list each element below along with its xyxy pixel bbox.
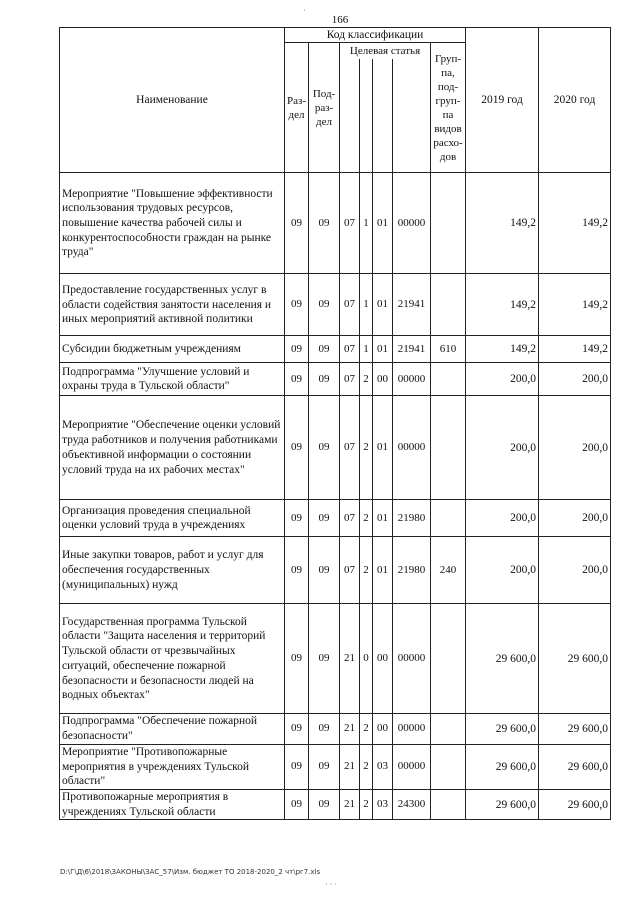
- row-amount-2019: 200,0: [466, 396, 539, 500]
- header-classification: Код классификации: [285, 28, 466, 43]
- row-direction-code: 00000: [393, 173, 431, 274]
- row-subsection: 09: [309, 714, 340, 744]
- table-row: [60, 396, 611, 500]
- row-program-code: 21: [340, 789, 360, 819]
- table-row: [60, 500, 611, 537]
- row-amount-2019: 29 600,0: [466, 744, 539, 789]
- row-name: Иные закупки товаров, работ и услуг для обеспечения государственных (муниципальных) нужд: [60, 537, 285, 604]
- row-section: 09: [285, 274, 309, 336]
- row-name: Субсидии бюджетным учреждениям: [60, 336, 285, 363]
- row-section: 09: [285, 604, 309, 714]
- row-name: Мероприятие "Противопожарные мероприятия в учреждениях Тульской области": [60, 744, 285, 789]
- row-amount-2019: 29 600,0: [466, 604, 539, 714]
- table-row: [60, 744, 611, 789]
- row-subprogram-code: 2: [360, 396, 373, 500]
- row-subprogram-code: 2: [360, 500, 373, 537]
- row-amount-2020: 29 600,0: [539, 604, 611, 714]
- row-direction-code: 00000: [393, 363, 431, 396]
- table-row: [60, 173, 611, 274]
- row-amount-2020: 29 600,0: [539, 744, 611, 789]
- row-expense-group: [431, 274, 466, 336]
- row-subsection: 09: [309, 500, 340, 537]
- row-subsection: 09: [309, 274, 340, 336]
- row-program-code: 21: [340, 744, 360, 789]
- row-section: 09: [285, 789, 309, 819]
- row-amount-2019: 149,2: [466, 274, 539, 336]
- row-section: 09: [285, 363, 309, 396]
- row-name: Предоставление государственных услуг в области содействия занятости населения и иных мероприятий активной политики: [60, 274, 285, 336]
- row-name: Организация проведения специальной оценки условий труда в учреждениях: [60, 500, 285, 537]
- row-name: Подпрограмма "Обеспечение пожарной безопасности": [60, 714, 285, 744]
- scan-mark: · · ·: [325, 880, 337, 889]
- row-name: Подпрограмма "Улучшение условий и охраны труда в Тульской области": [60, 363, 285, 396]
- row-program-code: 07: [340, 537, 360, 604]
- row-expense-group: 240: [431, 537, 466, 604]
- row-amount-2020: 149,2: [539, 336, 611, 363]
- row-amount-2020: 149,2: [539, 274, 611, 336]
- row-amount-2019: 29 600,0: [466, 714, 539, 744]
- row-expense-group: [431, 714, 466, 744]
- table-body: [60, 173, 611, 820]
- row-direction-code: 21980: [393, 537, 431, 604]
- header-year-2020: 2020 год: [539, 28, 611, 173]
- row-amount-2019: 200,0: [466, 363, 539, 396]
- row-amount-2020: 29 600,0: [539, 714, 611, 744]
- table-row: [60, 363, 611, 396]
- row-subsection: 09: [309, 789, 340, 819]
- row-amount-2019: 149,2: [466, 173, 539, 274]
- row-program-code: 07: [340, 173, 360, 274]
- row-expense-group: [431, 363, 466, 396]
- row-event-code: 01: [373, 173, 393, 274]
- row-event-code: 01: [373, 274, 393, 336]
- table-row: [60, 789, 611, 819]
- row-event-code: 00: [373, 363, 393, 396]
- header-subsection: Под- раз- дел: [309, 43, 340, 173]
- row-section: 09: [285, 744, 309, 789]
- row-subprogram-code: 2: [360, 714, 373, 744]
- row-program-code: 21: [340, 714, 360, 744]
- row-subsection: 09: [309, 396, 340, 500]
- row-direction-code: 21941: [393, 274, 431, 336]
- header-year-2019: 2019 год: [466, 28, 539, 173]
- row-subsection: 09: [309, 336, 340, 363]
- row-event-code: 01: [373, 336, 393, 363]
- row-name: Мероприятие "Обеспечение оценки условий труда работников и получения работниками объективной информации о состоянии условий труда на их рабочих местах": [60, 396, 285, 500]
- row-section: 09: [285, 537, 309, 604]
- row-expense-group: [431, 396, 466, 500]
- header-cs-blank-4: [393, 59, 431, 173]
- row-subprogram-code: 0: [360, 604, 373, 714]
- row-name: Государственная программа Тульской области "Защита населения и территорий Тульской области от чрезвычайных ситуаций, обеспечение пожарной безопасности и безопасности людей на водных объектах": [60, 604, 285, 714]
- row-program-code: 07: [340, 363, 360, 396]
- row-event-code: 00: [373, 714, 393, 744]
- row-event-code: 03: [373, 744, 393, 789]
- row-expense-group: 610: [431, 336, 466, 363]
- row-amount-2020: 200,0: [539, 363, 611, 396]
- row-subprogram-code: 2: [360, 744, 373, 789]
- row-direction-code: 00000: [393, 396, 431, 500]
- header-cs-blank-1: [340, 59, 360, 173]
- row-section: 09: [285, 500, 309, 537]
- row-name: Противопожарные мероприятия в учреждениях Тульской области: [60, 789, 285, 819]
- row-direction-code: 00000: [393, 604, 431, 714]
- row-program-code: 07: [340, 274, 360, 336]
- row-direction-code: 00000: [393, 714, 431, 744]
- budget-table: [59, 27, 611, 820]
- footer-file-path: D:\Г\Д\6\2018\ЗАКОНЫ\ЗАС_57\Изм. бюджет ТО 2018-2020_2 чт\рг7.xls: [60, 868, 321, 876]
- row-event-code: 01: [373, 500, 393, 537]
- row-direction-code: 00000: [393, 744, 431, 789]
- scan-mark: ·: [303, 6, 306, 15]
- table-row: [60, 336, 611, 363]
- row-name: Мероприятие "Повышение эффективности использования трудовых ресурсов, повышение качества рабочей силы и конкурентоспособности граждан на рынке труда": [60, 173, 285, 274]
- row-subprogram-code: 2: [360, 363, 373, 396]
- table-row: [60, 714, 611, 744]
- row-section: 09: [285, 714, 309, 744]
- row-subsection: 09: [309, 173, 340, 274]
- row-amount-2019: 149,2: [466, 336, 539, 363]
- row-subsection: 09: [309, 537, 340, 604]
- row-section: 09: [285, 336, 309, 363]
- row-expense-group: [431, 744, 466, 789]
- row-direction-code: 21941: [393, 336, 431, 363]
- row-subsection: 09: [309, 604, 340, 714]
- row-amount-2020: 149,2: [539, 173, 611, 274]
- row-event-code: 01: [373, 396, 393, 500]
- row-amount-2020: 200,0: [539, 537, 611, 604]
- row-amount-2020: 200,0: [539, 396, 611, 500]
- row-amount-2019: 200,0: [466, 537, 539, 604]
- row-subprogram-code: 1: [360, 336, 373, 363]
- table-row: [60, 274, 611, 336]
- row-amount-2019: 29 600,0: [466, 789, 539, 819]
- row-expense-group: [431, 789, 466, 819]
- row-program-code: 07: [340, 396, 360, 500]
- row-subsection: 09: [309, 363, 340, 396]
- header-row-1: [60, 28, 611, 43]
- header-target-article: Целевая статья: [340, 43, 431, 59]
- row-program-code: 07: [340, 500, 360, 537]
- header-name: Наименование: [60, 28, 285, 173]
- row-amount-2020: 29 600,0: [539, 789, 611, 819]
- row-subprogram-code: 1: [360, 173, 373, 274]
- row-expense-group: [431, 500, 466, 537]
- row-subprogram-code: 2: [360, 537, 373, 604]
- header-cs-blank-2: [360, 59, 373, 173]
- row-subprogram-code: 1: [360, 274, 373, 336]
- row-program-code: 21: [340, 604, 360, 714]
- row-amount-2019: 200,0: [466, 500, 539, 537]
- row-event-code: 03: [373, 789, 393, 819]
- row-direction-code: 21980: [393, 500, 431, 537]
- row-section: 09: [285, 396, 309, 500]
- row-subprogram-code: 2: [360, 789, 373, 819]
- row-expense-group: [431, 173, 466, 274]
- row-expense-group: [431, 604, 466, 714]
- row-amount-2020: 200,0: [539, 500, 611, 537]
- header-expense-group: Груп- па, под- груп- па видов расхо- дов: [431, 43, 466, 173]
- header-cs-blank-3: [373, 59, 393, 173]
- row-section: 09: [285, 173, 309, 274]
- table-row: [60, 604, 611, 714]
- row-direction-code: 24300: [393, 789, 431, 819]
- row-subsection: 09: [309, 744, 340, 789]
- header-section: Раз- дел: [285, 43, 309, 173]
- page-number: 166: [331, 14, 349, 26]
- row-event-code: 00: [373, 604, 393, 714]
- table-row: [60, 537, 611, 604]
- row-program-code: 07: [340, 336, 360, 363]
- row-event-code: 01: [373, 537, 393, 604]
